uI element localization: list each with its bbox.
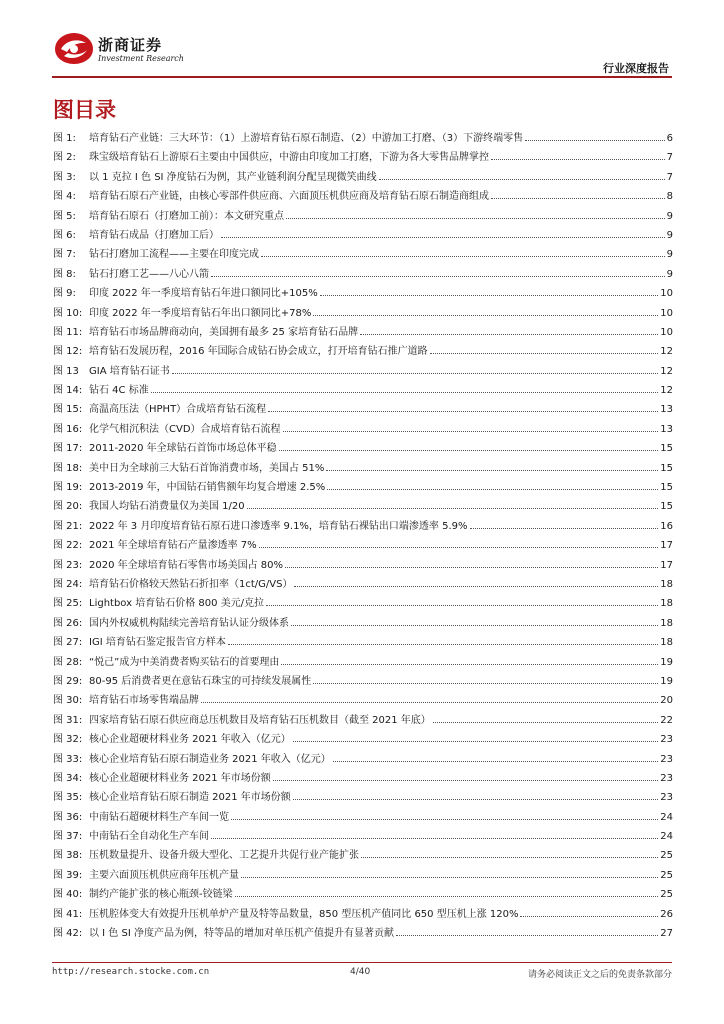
toc-entry-label — [53, 769, 271, 788]
toc-dot-leader — [433, 721, 658, 723]
toc-entry-number: 图 21: — [53, 520, 83, 532]
toc-dot-leader — [470, 527, 659, 529]
toc-entry-label — [53, 245, 259, 264]
toc-entry[interactable] — [53, 633, 673, 652]
toc-entry-title: 培育钻石成品（打磨加工后） — [89, 229, 219, 241]
toc-dot-leader — [491, 197, 665, 199]
toc-entry[interactable] — [53, 381, 673, 400]
toc-entry-label — [53, 846, 359, 865]
toc-entry-label — [53, 750, 331, 769]
toc-entry-page: 20 — [660, 695, 673, 707]
toc-entry-label — [53, 672, 311, 691]
toc-entry[interactable] — [53, 207, 673, 226]
toc-entry-title: 钻石打磨加工流程——主要在印度完成 — [89, 249, 259, 261]
toc-entry-title: 中南钻石超硬材料生产车间一览 — [89, 811, 229, 823]
toc-dot-leader — [294, 585, 658, 587]
toc-entry[interactable] — [53, 400, 673, 419]
toc-entry-number: 图 10: — [53, 307, 83, 319]
toc-entry-label — [53, 653, 279, 672]
toc-entry[interactable] — [53, 265, 673, 284]
toc-dot-leader — [293, 740, 658, 742]
toc-entry[interactable] — [53, 478, 673, 497]
toc-dot-leader — [235, 895, 659, 897]
zheshang-logo-icon — [52, 30, 96, 66]
toc-entry-title: 核心企业培育钻石原石制造 2021 年市场份额 — [89, 792, 291, 804]
toc-dot-leader — [525, 139, 665, 141]
toc-entry-title: “悦己”成为中美消费者购买钻石的首要理由 — [89, 656, 280, 668]
toc-entry-number: 图 2: — [53, 152, 76, 164]
toc-entry-number: 图 9: — [53, 288, 76, 300]
toc-entry-label — [53, 226, 219, 245]
toc-entry-label — [53, 711, 431, 730]
toc-entry[interactable] — [53, 866, 673, 885]
toc-entry-title: 化学气相沉积法（CVD）合成培育钻石流程 — [89, 423, 281, 435]
toc-entry-number: 图 42: — [53, 928, 83, 940]
toc-entry[interactable] — [53, 788, 673, 807]
toc-entry-page: 15 — [660, 501, 673, 513]
toc-entry-number: 图 28: — [53, 656, 83, 668]
toc-entry-title: 美中日为全球前三大钻石首饰消费市场，美国占 51% — [89, 462, 325, 474]
toc-entry-page: 27 — [660, 928, 673, 940]
toc-dot-leader — [491, 158, 665, 160]
footer-disclaimer: 请务必阅读正文之后的免责条款部分 — [527, 970, 672, 980]
toc-entry-label — [53, 730, 291, 749]
toc-entry[interactable] — [53, 226, 673, 245]
toc-entry-label — [53, 633, 226, 652]
toc-dot-leader — [283, 430, 659, 432]
toc-entry-number: 图 4: — [53, 191, 76, 203]
toc-entry-number: 图 17: — [53, 443, 83, 455]
toc-entry-number: 图 36: — [53, 811, 83, 823]
toc-entry-title: 培育钻石产业链：三大环节：（1）上游培育钻石原石制造、（2）中游加工打磨、（3）下游终端零售 — [89, 133, 524, 144]
toc-entry-title: Lightbox 培育钻石价格 800 美元/克拉 — [89, 598, 265, 610]
page-header — [0, 0, 724, 80]
toc-entry-title: 高温高压法（HPHT）合成培育钻石流程 — [89, 404, 267, 416]
toc-entry[interactable] — [53, 672, 673, 691]
toc-entry-title: 以 I 色 SI 净度产品为例，特等品的增加对单压机产值提升有显著贡献 — [89, 928, 394, 940]
toc-entry[interactable] — [53, 517, 673, 536]
toc-dot-leader — [281, 663, 658, 665]
toc-entry-number: 图 39: — [53, 869, 83, 881]
toc-entry-page: 13 — [660, 423, 673, 435]
toc-entry[interactable] — [53, 362, 673, 381]
toc-dot-leader — [361, 856, 658, 858]
toc-entry-label — [53, 556, 283, 575]
toc-entry-label — [53, 148, 489, 167]
toc-entry-label — [53, 924, 394, 943]
toc-entry[interactable] — [53, 556, 673, 575]
toc-entry-label — [53, 866, 239, 885]
toc-entry-number: 图 29: — [53, 675, 83, 687]
toc-dot-leader — [291, 624, 658, 626]
toc-entry-title: 核心企业超硬材料业务 2021 年市场份额 — [89, 772, 271, 784]
toc-entry-number: 图 6: — [53, 229, 76, 241]
toc-dot-leader — [326, 469, 658, 471]
toc-entry-label — [53, 517, 468, 536]
toc-entry-page: 18 — [660, 617, 673, 629]
toc-entry[interactable] — [53, 439, 673, 458]
toc-dot-leader — [286, 217, 665, 219]
toc-entry-number: 图 8: — [53, 268, 76, 280]
toc-entry[interactable] — [53, 711, 673, 730]
toc-entry[interactable] — [53, 808, 673, 827]
toc-entry-number: 图 14: — [53, 385, 83, 397]
page-title: 图目录 — [53, 98, 116, 122]
toc-entry-page: 9 — [666, 249, 673, 261]
toc-entry-number: 图 22: — [53, 540, 83, 552]
toc-entry-title: 核心企业超硬材料业务 2021 年收入（亿元） — [89, 734, 291, 746]
toc-entry-label — [53, 342, 428, 361]
toc-entry-number: 图 5: — [53, 210, 76, 222]
toc-entry-label — [53, 575, 292, 594]
toc-dot-leader — [268, 410, 658, 412]
toc-dot-leader — [201, 701, 658, 703]
toc-entry-number: 图 32: — [53, 734, 83, 746]
toc-entry-title: 印度 2022 年一季度培育钻石年出口额同比+78% — [89, 307, 312, 319]
toc-entry[interactable] — [53, 846, 673, 865]
toc-entry-page: 22 — [660, 714, 673, 726]
toc-entry-label — [53, 304, 311, 323]
toc-entry-number: 图 40: — [53, 889, 83, 901]
toc-entry[interactable] — [53, 284, 673, 303]
toc-dot-leader — [151, 391, 659, 393]
toc-entry[interactable] — [53, 420, 673, 439]
toc-dot-leader — [520, 915, 658, 917]
toc-entry-page: 18 — [660, 578, 673, 590]
toc-entry-page: 9 — [666, 268, 673, 280]
toc-entry-page: 10 — [660, 326, 673, 338]
toc-entry-title: 中南钻石全自动化生产车间 — [89, 831, 209, 843]
toc-entry[interactable] — [53, 168, 673, 187]
toc-entry-title: 培育钻石发展历程，2016 年国际合成钻石协会成立，打开培育钻石推广道路 — [89, 346, 428, 358]
toc-entry[interactable] — [53, 459, 673, 478]
toc-entry-label — [53, 788, 291, 807]
toc-entry-title: 钻石打磨工艺——八心八箭 — [89, 268, 209, 280]
toc-entry-title: 培育钻石原石产业链，由核心零部件供应商、六面顶压机供应商及培育钻石原石制造商组成 — [89, 191, 489, 203]
toc-entry-title: 制约产能扩张的核心瓶颈-铰链梁 — [89, 889, 233, 901]
toc-entry-label — [53, 478, 325, 497]
figure-toc-list — [53, 129, 673, 943]
brand-name: 浙商证券 — [98, 36, 163, 54]
toc-entry-title: IGI 培育钻石鉴定报告官方样本 — [89, 637, 226, 649]
toc-dot-leader — [273, 779, 658, 781]
toc-entry-title: 核心企业培育钻石原石制造业务 2021 年收入（亿元） — [89, 753, 331, 765]
footer-divider — [52, 962, 672, 963]
toc-entry-title: 压机腔体变大有效提升压机单炉产量及特等品数量，850 型压机产值同比 650 型压机上涨 120% — [89, 908, 519, 920]
toc-entry-title: 2011-2020 年全球钻石首饰市场总体平稳 — [89, 443, 277, 455]
toc-dot-leader — [228, 643, 658, 645]
toc-entry[interactable] — [53, 769, 673, 788]
toc-entry-page: 8 — [666, 191, 673, 203]
toc-entry-number: 图 3: — [53, 171, 76, 183]
toc-entry-number: 图 20: — [53, 501, 83, 513]
toc-entry-page: 15 — [660, 462, 673, 474]
toc-entry-number: 图 33: — [53, 753, 83, 765]
toc-entry[interactable] — [53, 497, 673, 516]
toc-dot-leader — [241, 876, 658, 878]
toc-entry[interactable] — [53, 614, 673, 633]
toc-dot-leader — [430, 352, 659, 354]
toc-entry[interactable] — [53, 575, 673, 594]
toc-dot-leader — [279, 449, 659, 451]
toc-entry-number: 图 13 — [53, 365, 79, 377]
toc-entry-number: 图 18: — [53, 462, 83, 474]
toc-entry-page: 17 — [660, 559, 673, 571]
toc-entry-label — [53, 284, 318, 303]
toc-entry-title: 四家培育钻石原石供应商总压机数目及培育钻石压机数目（截至 2021 年底） — [89, 714, 431, 726]
toc-entry-label — [53, 129, 523, 148]
toc-entry-page: 12 — [660, 385, 673, 397]
toc-dot-leader — [172, 372, 659, 374]
toc-entry-page: 7 — [666, 152, 673, 164]
toc-entry-label — [53, 808, 229, 827]
toc-entry-page: 25 — [660, 869, 673, 881]
toc-entry-label — [53, 691, 199, 710]
toc-entry-page: 12 — [660, 346, 673, 358]
toc-entry[interactable] — [53, 827, 673, 846]
toc-entry-page: 25 — [660, 889, 673, 901]
toc-entry-label — [53, 905, 518, 924]
toc-entry-page: 18 — [660, 598, 673, 610]
toc-entry-page: 10 — [660, 288, 673, 300]
toc-entry-title: 印度 2022 年一季度培育钻石年进口额同比+105% — [89, 288, 318, 300]
toc-dot-leader — [231, 818, 658, 820]
brand-subtitle: Investment Research — [98, 54, 184, 63]
toc-entry-title: 培育钻石原石（打磨加工前）：本文研究重点 — [89, 210, 284, 222]
toc-entry-label — [53, 381, 149, 400]
toc-entry-number: 图 35: — [53, 792, 83, 804]
toc-dot-leader — [360, 333, 658, 335]
toc-entry[interactable] — [53, 245, 673, 264]
toc-entry-number: 图 11: — [53, 326, 83, 338]
toc-entry-page: 23 — [660, 734, 673, 746]
toc-entry[interactable] — [53, 750, 673, 769]
toc-entry-page: 25 — [660, 850, 673, 862]
toc-entry-page: 10 — [660, 307, 673, 319]
toc-entry-page: 18 — [660, 637, 673, 649]
toc-entry-number: 图 34: — [53, 772, 83, 784]
toc-entry-title: 国内外权威机构陆续完善培育钻认证分级体系 — [89, 617, 289, 629]
toc-dot-leader — [247, 507, 659, 509]
toc-entry-title: 2022 年 3 月印度培育钻石原石进口渗透率 9.1%，培育钻石裸钻出口端渗透率 5.9% — [89, 520, 468, 532]
toc-entry-page: 15 — [660, 443, 673, 455]
toc-entry-page: 9 — [666, 210, 673, 222]
toc-entry-page: 26 — [660, 908, 673, 920]
toc-entry[interactable] — [53, 323, 673, 342]
toc-entry-page: 6 — [666, 133, 673, 144]
toc-entry-page: 7 — [666, 171, 673, 183]
toc-entry[interactable] — [53, 691, 673, 710]
toc-entry-number: 图 7: — [53, 249, 76, 261]
toc-entry-number: 图 19: — [53, 482, 83, 494]
toc-entry-label — [53, 536, 257, 555]
toc-entry-page: 23 — [660, 753, 673, 765]
toc-dot-leader — [259, 546, 659, 548]
toc-entry-label — [53, 207, 284, 226]
toc-entry-title: 主要六面顶压机供应商年压机产量 — [89, 869, 239, 881]
toc-entry-title: 压机数量提升、设备升级大型化、工艺提升共促行业产能扩张 — [89, 850, 359, 862]
toc-dot-leader — [313, 682, 658, 684]
toc-entry[interactable] — [53, 304, 673, 323]
toc-entry-label — [53, 614, 289, 633]
toc-dot-leader — [211, 275, 665, 277]
toc-entry[interactable] — [53, 594, 673, 613]
toc-dot-leader — [221, 236, 665, 238]
toc-entry-number: 图 12: — [53, 346, 83, 358]
toc-entry-title: 培育钻石市场品牌商动向，美国拥有最多 25 家培育钻石品牌 — [89, 326, 359, 338]
toc-entry-label — [53, 168, 377, 187]
toc-dot-leader — [379, 178, 665, 180]
toc-entry-page: 16 — [660, 520, 673, 532]
toc-entry-title: 以 1 克拉 I 色 SI 净度钻石为例，其产业链利润分配呈现微笑曲线 — [89, 171, 377, 183]
toc-entry-page: 17 — [660, 540, 673, 552]
toc-entry-page: 9 — [666, 229, 673, 241]
toc-entry-number: 图 38: — [53, 850, 83, 862]
header-divider — [52, 76, 672, 78]
toc-entry-number: 图 25: — [53, 598, 83, 610]
toc-entry-label — [53, 187, 489, 206]
toc-entry-page: 23 — [660, 792, 673, 804]
toc-entry[interactable] — [53, 148, 673, 167]
toc-entry-title: 培育钻石市场零售端品牌 — [89, 695, 199, 707]
toc-entry-page: 24 — [660, 831, 673, 843]
toc-entry[interactable] — [53, 905, 673, 924]
toc-entry-page: 12 — [660, 365, 673, 377]
toc-entry-title: 我国人均钻石消费量仅为美国 1/20 — [89, 501, 245, 513]
toc-entry-number: 图 23: — [53, 559, 83, 571]
toc-dot-leader — [333, 760, 658, 762]
toc-entry[interactable] — [53, 653, 673, 672]
toc-entry-label — [53, 439, 277, 458]
toc-entry-label — [53, 497, 245, 516]
toc-entry-label — [53, 420, 281, 439]
toc-entry-page: 19 — [660, 675, 673, 687]
toc-entry-number: 图 1: — [53, 133, 76, 144]
toc-entry-label — [53, 594, 264, 613]
toc-dot-leader — [396, 934, 658, 936]
toc-entry[interactable] — [53, 730, 673, 749]
toc-entry-page: 15 — [660, 482, 673, 494]
toc-entry-label — [53, 827, 209, 846]
toc-entry-title: 培育钻石价格较天然钻石折扣率（1ct/G/VS） — [89, 578, 293, 590]
toc-entry-page: 23 — [660, 772, 673, 784]
toc-dot-leader — [327, 488, 658, 490]
toc-entry-title: 2021 年全球培育钻石产量渗透率 7% — [89, 540, 257, 552]
page-number: 4/40 — [350, 967, 371, 977]
toc-entry[interactable] — [53, 536, 673, 555]
toc-entry[interactable] — [53, 885, 673, 904]
toc-dot-leader — [266, 604, 658, 606]
toc-entry[interactable] — [53, 342, 673, 361]
toc-entry[interactable] — [53, 924, 673, 943]
toc-entry-title: 钻石 4C 标准 — [89, 385, 149, 397]
toc-entry-page: 24 — [660, 811, 673, 823]
toc-entry-label — [53, 885, 233, 904]
toc-entry-title: 80-95 后消费者更在意钻石珠宝的可持续发展属性 — [89, 675, 312, 687]
footer-url[interactable]: http://research.stocke.com.cn — [52, 967, 210, 977]
report-type-label: 行业深度报告 — [603, 62, 669, 75]
toc-entry-label — [53, 362, 170, 381]
toc-entry-title: 2013-2019 年，中国钻石销售额年均复合增速 2.5% — [89, 482, 326, 494]
toc-entry-title: 2020 年全球培育钻石零售市场美国占 80% — [89, 559, 284, 571]
toc-entry-number: 图 37: — [53, 831, 83, 843]
toc-entry-label — [53, 459, 324, 478]
toc-dot-leader — [211, 837, 658, 839]
toc-entry-title: 珠宝级培育钻石上游原石主要由中国供应，中游由印度加工打磨，下游为各大零售品牌掌控 — [89, 152, 489, 164]
toc-entry-number: 图 27: — [53, 637, 83, 649]
toc-entry[interactable] — [53, 129, 673, 148]
toc-dot-leader — [320, 294, 658, 296]
toc-entry-number: 图 41: — [53, 908, 83, 920]
toc-entry-label — [53, 323, 358, 342]
toc-dot-leader — [293, 798, 658, 800]
toc-entry-label — [53, 400, 266, 419]
toc-entry-title: GIA 培育钻石证书 — [89, 365, 170, 377]
toc-dot-leader — [313, 314, 658, 316]
toc-entry-number: 图 30: — [53, 695, 83, 707]
toc-entry-number: 图 31: — [53, 714, 83, 726]
toc-dot-leader — [261, 255, 665, 257]
toc-entry-number: 图 15: — [53, 404, 83, 416]
toc-entry-page: 13 — [660, 404, 673, 416]
toc-entry-number: 图 24: — [53, 578, 83, 590]
toc-entry-label — [53, 265, 209, 284]
toc-entry-number: 图 16: — [53, 423, 83, 435]
toc-dot-leader — [285, 566, 658, 568]
toc-entry[interactable] — [53, 187, 673, 206]
toc-entry-page: 19 — [660, 656, 673, 668]
toc-entry-number: 图 26: — [53, 617, 83, 629]
